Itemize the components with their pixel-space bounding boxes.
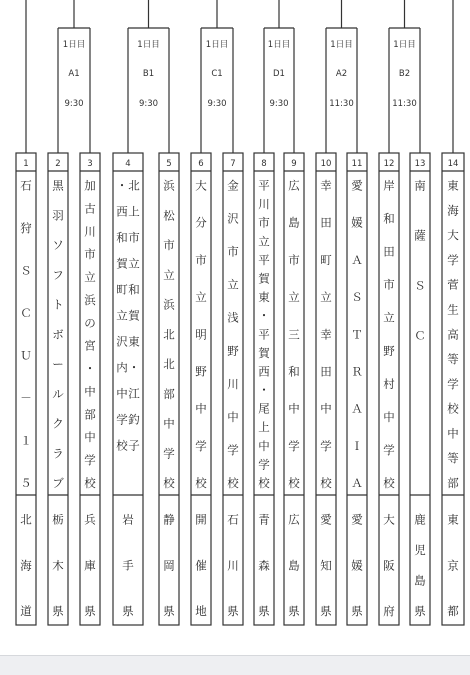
team-name-char: 川 [258,197,270,212]
team-name-char: 学 [195,438,207,453]
team-name-char: ボ [52,327,64,342]
team-name-char: Ｒ [351,364,363,379]
team-name-char: 立 [128,256,140,271]
team-name-char: 校 [195,476,207,490]
team-number: 1 [23,159,29,169]
team-name-char: 和 [128,282,140,297]
match-time: 11:30 [392,99,417,109]
match-court: C1 [211,69,223,79]
team-name-char: 校 [383,476,395,490]
team-name-char: 西 [258,364,270,379]
team-name-char: 学 [258,457,270,472]
team-prefecture-char: 大 [383,512,395,527]
team-name-char: Ｉ [351,438,363,453]
team-name-char: 立 [116,308,128,323]
team-name-char: 中 [258,438,270,453]
team-name-char: 部 [84,407,96,422]
team-prefecture-char: 県 [320,604,332,618]
team-name-char: 黒 [52,178,64,193]
team-prefecture-char: 県 [122,604,134,618]
match-time: 9:30 [64,99,84,109]
team-name-char: 東 [258,290,270,305]
team-prefecture-char: 県 [227,604,239,618]
team-name-char: 中 [163,416,175,431]
team-name-char: Ｔ [351,327,363,342]
team-name-char: 野 [227,343,239,358]
team-name-char: Ａ [351,476,363,490]
team-prefecture-char: 庫 [84,558,96,573]
team-prefecture-char: 都 [447,604,459,618]
match-day: 1日目 [267,40,291,50]
team-name-char: ブ [52,476,64,490]
team-entry [379,153,399,625]
team-name-char: 村 [383,376,395,391]
team-prefecture-char: 児 [414,543,426,557]
team-name-char: ・ [128,360,140,375]
team-name-char: 等 [447,451,459,466]
team-entry [16,153,36,625]
team-name-char: Ｃ [414,328,426,343]
team-number: 13 [414,159,426,169]
team-name-char: 校 [288,476,300,490]
team-name-char: 三 [288,327,300,342]
team-number: 9 [291,159,297,169]
team-name-char: 和 [383,211,395,226]
team-name-char: ラ [52,446,64,461]
team-prefecture-char: 兵 [84,512,96,527]
match-time: 11:30 [329,99,354,109]
team-prefecture-char: 阪 [383,558,395,573]
team-name-char: 大 [447,228,459,243]
team-prefecture-char: 川 [227,558,239,573]
team-name-char: 立 [258,234,270,249]
team-name-char: 浜 [84,292,96,307]
team-prefecture-char: 媛 [351,558,363,573]
team-number: 11 [351,159,363,169]
team-name-char: 金 [227,178,239,193]
team-name-char: 中 [383,409,395,424]
team-name-char: 南 [414,178,426,193]
team-name-char: Ａ [351,252,363,267]
team-entry [191,153,211,625]
team-name-char: ・ [258,383,270,398]
team-name-char: 広 [288,178,300,193]
team-name-char: 生 [447,302,459,317]
team-name-char: 海 [447,203,459,218]
team-number: 4 [125,159,131,169]
team-name-char: 狩 [20,221,32,235]
team-prefecture-char: 栃 [52,512,64,527]
team-name-char: 平 [258,252,270,267]
team-name-char: 賀 [128,308,140,323]
team-name-char: 中 [116,386,128,401]
team-name-char: 和 [116,230,128,245]
team-name-char: 立 [163,267,175,282]
team-name-char: 西 [116,204,128,219]
team-number: 7 [230,159,236,169]
team-name-char: １ [20,433,32,448]
team-name-char: 立 [195,290,207,305]
team-prefecture-char: 県 [351,604,363,618]
match-day: 1日目 [205,40,229,50]
team-prefecture-char: 知 [320,558,332,573]
team-name-char: 市 [163,238,175,252]
team-prefecture-char: 催 [195,558,207,573]
team-number: 5 [166,159,172,169]
match-court: A2 [335,69,348,79]
team-name-char: 幸 [320,327,332,342]
team-name-char: 学 [447,376,459,391]
match-court: B1 [142,69,155,79]
team-name-char: 中 [195,401,207,416]
team-prefecture-char: 岩 [122,512,134,527]
team-prefecture-char: 県 [414,604,426,618]
team-name-char: 上 [258,420,270,435]
team-prefecture-char: 県 [52,604,64,618]
team-name-char: 野 [195,364,207,379]
team-prefecture-char: 島 [414,573,426,588]
team-name-char: 上 [128,204,140,219]
team-name-char: 中 [320,401,332,416]
team-name-char: フ [52,267,64,282]
team-name-char: 東 [447,178,459,193]
match-court: D1 [273,69,285,79]
team-name-char: 和 [288,364,300,379]
team-name-char: ト [52,297,64,312]
team-name-char: 田 [320,364,332,379]
team-name-char: 北 [128,178,140,193]
team-name-char: 北 [163,327,175,342]
match-time: 9:30 [269,99,289,109]
team-name-char: 市 [258,215,270,230]
team-prefecture-char: 岡 [163,558,175,573]
team-entry [159,153,179,625]
team-number: 6 [198,159,204,169]
team-name-char: の [84,315,96,330]
team-name-char: 北 [163,357,175,371]
team-name-char: 学 [288,438,300,453]
team-prefecture-char: 海 [20,558,32,573]
team-name-char: － [20,391,32,405]
team-number: 10 [320,159,332,169]
team-name-char: ル [52,386,64,401]
team-prefecture-char: 開 [195,512,207,527]
team-name-char: 島 [288,215,300,230]
team-name-char: 市 [84,247,96,262]
team-name-char: 学 [163,446,175,461]
team-name-char: 江 [128,386,140,401]
team-prefecture-char: 県 [258,604,270,618]
match-day: 1日目 [62,40,86,50]
team-name-char: 東 [128,334,140,349]
team-prefecture-char: 島 [288,558,300,573]
team-name-char: 尾 [258,401,270,416]
team-name-char: 学 [383,442,395,457]
team-prefecture-char: 地 [195,604,207,618]
team-name-char: ・ [258,308,270,323]
team-name-char: 学 [227,442,239,457]
team-prefecture-char: 木 [52,558,64,573]
team-name-char: 校 [320,476,332,490]
team-name-char: 幸 [320,178,332,193]
team-name-char: 中 [84,430,96,445]
team-name-char: 平 [258,178,270,193]
team-name-char: 田 [320,215,332,230]
team-name-char: 沢 [116,334,128,349]
team-name-char: Ａ [351,401,363,416]
team-name-char: 市 [227,244,239,259]
team-name-char: 石 [20,178,32,193]
team-name-char: 浜 [163,297,175,312]
team-name-char: Ｃ [20,306,32,320]
team-name-char: 浅 [227,310,239,325]
team-name-char: 校 [116,438,128,453]
match-court: B2 [398,69,411,79]
team-entry [442,153,464,625]
team-entry [284,153,304,625]
team-entry [223,153,243,625]
team-entry [80,153,100,625]
team-name-char: 市 [195,252,207,267]
team-name-char: 校 [84,476,96,490]
team-name-char: 野 [383,343,395,358]
team-name-char: 内 [116,360,128,375]
match-day: 1日目 [330,40,353,50]
team-name-char: 部 [447,476,459,490]
team-name-char: 校 [163,476,175,490]
team-prefecture-char: 森 [258,558,270,573]
match-day: 1日目 [137,40,160,50]
team-name-char: 等 [447,352,459,367]
team-entry [48,153,68,625]
team-prefecture-char: 手 [122,558,134,573]
team-name-char: 釣 [128,412,140,427]
match-court: A1 [68,69,80,79]
team-name-char: 加 [84,178,96,193]
bottom-scroll-band [0,656,470,675]
team-prefecture-char: 愛 [351,512,363,527]
team-name-char: 学 [84,453,96,468]
team-name-char: 明 [195,327,207,342]
team-prefecture-char: 広 [288,512,300,527]
team-name-char: Ｓ [414,278,426,293]
team-prefecture-char: 静 [163,512,175,527]
team-name-char: 立 [383,310,395,325]
team-name-char: 校 [447,401,459,416]
team-number: 14 [447,159,459,169]
team-name-char: 愛 [351,178,363,193]
team-prefecture-char: 県 [84,604,96,618]
team-prefecture-char: 石 [227,512,239,527]
team-name-char: 部 [163,386,175,401]
team-name-char: ・ [84,361,96,376]
team-name-char: 分 [195,215,207,230]
team-entry [347,153,367,625]
team-prefecture-char: 県 [163,604,175,618]
team-name-char: 松 [163,208,175,223]
team-prefecture-char: 県 [288,604,300,618]
team-prefecture-char: 青 [258,512,270,527]
team-name-char: ー [52,357,64,371]
team-name-char: 町 [320,252,332,267]
team-name-char: ・ [116,178,128,193]
team-name-char: 平 [258,327,270,342]
team-number: 2 [55,159,61,169]
team-name-char: 市 [383,277,395,292]
team-name-char: 田 [383,244,395,259]
team-name-char: Ｓ [351,290,363,305]
team-name-char: 浜 [163,178,175,193]
team-prefecture-char: 北 [20,512,32,527]
team-number: 12 [383,159,395,169]
team-name-char: 立 [84,270,96,285]
team-entry [113,153,143,625]
team-name-char: 中 [84,384,96,399]
team-name-char: 中 [227,409,239,424]
team-number: 8 [261,159,267,169]
team-prefecture-char: 府 [383,604,395,618]
team-name-char: ５ [20,476,32,490]
team-name-char: 薩 [414,228,426,243]
team-name-char: 羽 [52,208,64,223]
team-prefecture-char: 京 [447,558,459,573]
team-entry [254,153,274,625]
match-time: 9:30 [138,99,159,109]
team-name-char: 校 [227,476,239,490]
team-name-char: 学 [447,252,459,267]
team-name-char: ソ [52,238,64,252]
team-name-char: 市 [128,230,140,245]
team-name-char: 賀 [258,345,270,360]
team-name-char: 宮 [84,338,96,353]
team-number: 3 [87,159,93,169]
team-name-char: 大 [195,178,207,193]
team-name-char: 町 [116,282,128,297]
team-name-char: 立 [227,277,239,292]
team-name-char: 古 [84,201,96,216]
team-prefecture-char: 道 [20,604,32,618]
team-name-char: 川 [84,224,96,239]
team-name-char: 中 [447,426,459,441]
team-entry [410,153,430,625]
team-name-char: 立 [288,290,300,305]
team-prefecture-char: 愛 [320,512,332,527]
team-name-char: Ｓ [20,263,32,278]
team-name-char: 立 [320,290,332,305]
team-name-char: 賀 [116,256,128,271]
team-name-char: 学 [116,412,128,427]
team-name-char: 中 [288,401,300,416]
team-name-char: 媛 [351,215,363,230]
match-time: 9:30 [207,99,227,109]
match-day: 1日目 [393,40,416,50]
team-name-char: 学 [320,438,332,453]
team-name-char: 菅 [447,277,459,292]
team-name-char: ク [52,416,64,431]
team-name-char: 市 [288,252,300,267]
team-name-char: 川 [227,376,239,391]
team-name-char: 賀 [258,271,270,286]
team-name-char: Ｕ [20,348,32,363]
team-entry [316,153,336,625]
team-name-char: 子 [128,438,140,453]
team-name-char: 高 [447,327,459,342]
team-prefecture-char: 東 [447,512,459,527]
team-prefecture-char: 鹿 [414,512,426,527]
team-name-char: 校 [258,476,270,490]
team-name-char: 岸 [383,178,395,193]
team-name-char: 沢 [227,211,239,226]
